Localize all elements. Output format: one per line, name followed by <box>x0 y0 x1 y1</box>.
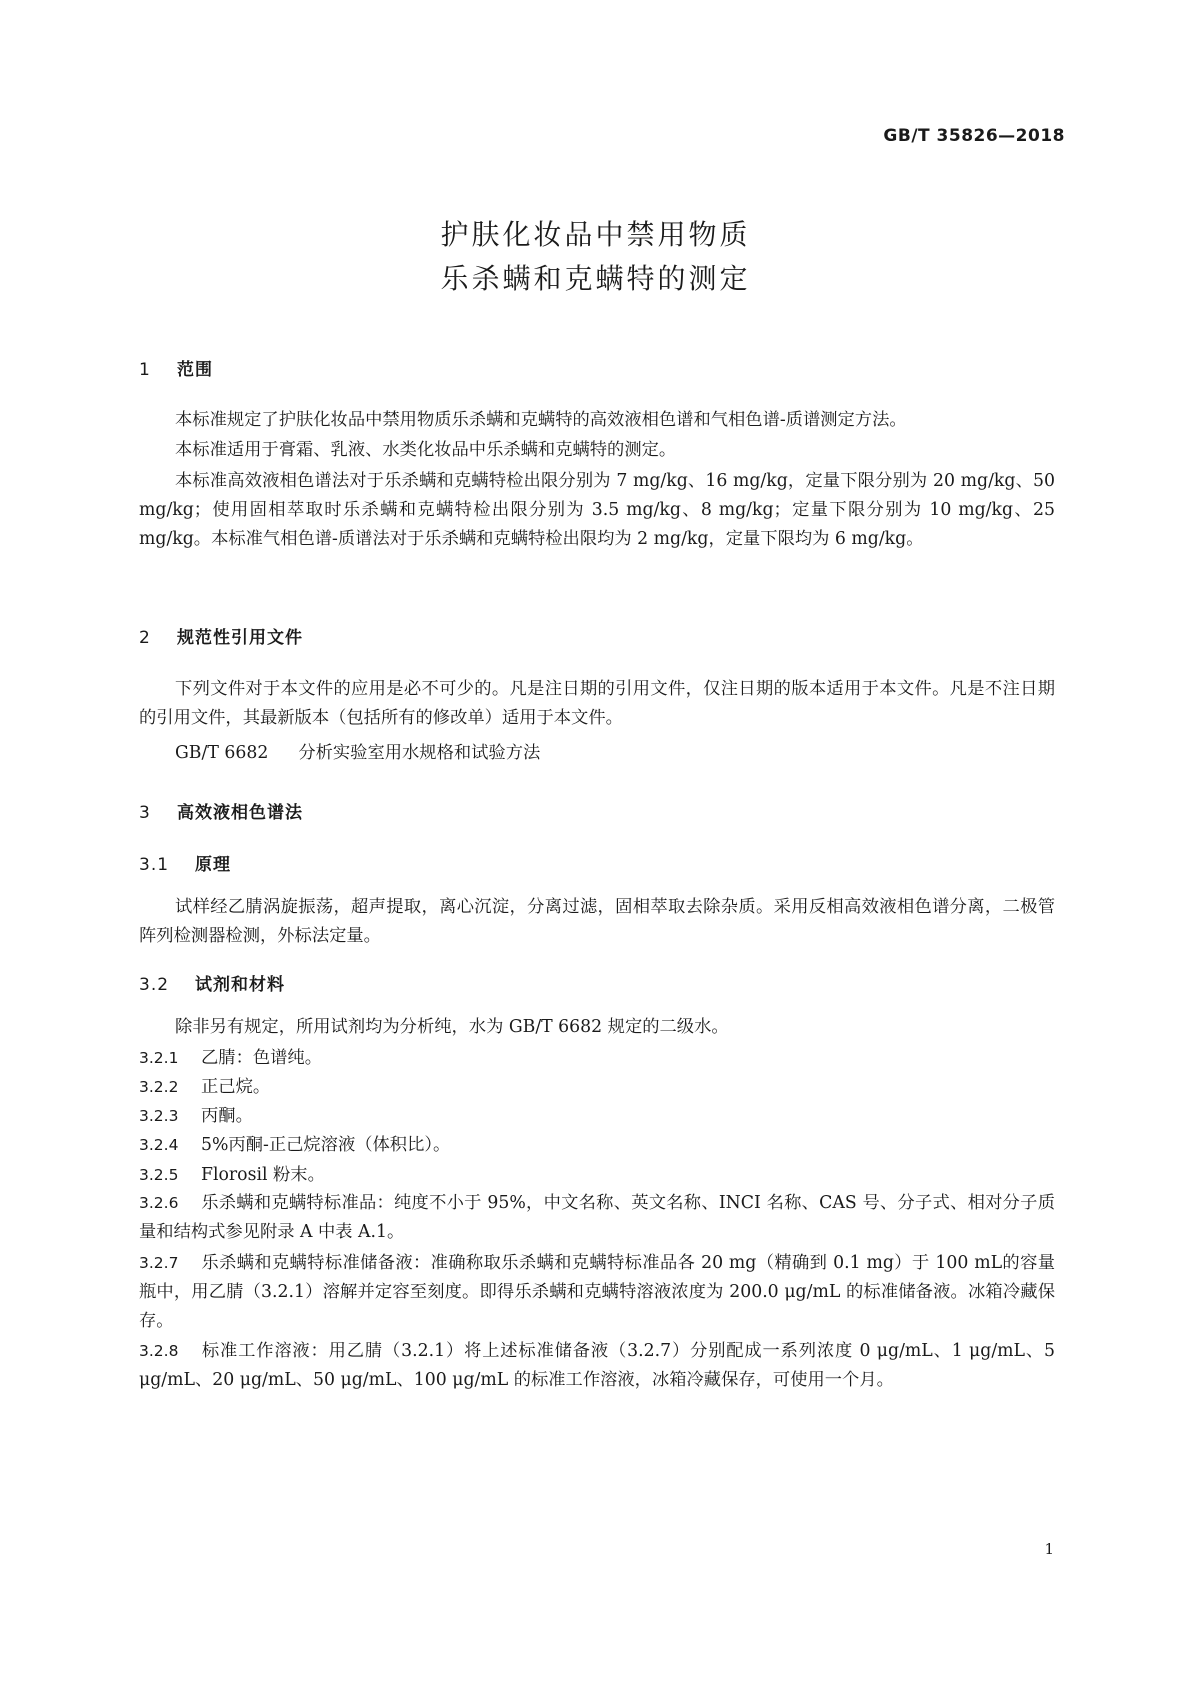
reference-code: GB/T 6682 <box>175 743 269 763</box>
section-title: 原理 <box>195 855 231 875</box>
section-number: 3.1 <box>139 855 170 875</box>
normative-reference <box>175 738 540 763</box>
item-text: 乐杀螨和克螨特标准储备液：准确称取乐杀螨和克螨特标准品各 20 mg（精确到 0.1 mg）于 100 mL的容量瓶中，用乙腈（3.2.1）溶解并定容至刻度。即得乐杀螨和克螨特溶液浓度为 200.0 μg/mL 的标准储备液。冰箱冷藏保存。 <box>139 1253 1055 1331</box>
section-3-heading <box>139 798 303 823</box>
list-item-3-2-3 <box>139 1101 253 1126</box>
section-1-heading <box>139 355 213 380</box>
list-item-3-2-7 <box>139 1249 1055 1336</box>
section-1-paragraph-3: 本标准高效液相色谱法对于乐杀螨和克螨特检出限分别为 7 mg/kg、16 mg/kg，定量下限分别为 20 mg/kg、50 mg/kg；使用固相萃取时乐杀螨和克螨特检出限分别为 3.5 mg/kg、8 mg/kg；定量下限分别为 10 mg/kg、25 mg/kg。本标准气相色谱-质谱法对于乐杀螨和克螨特检出限均为 2 mg/kg，定量下限均为 6 mg/kg。 <box>139 471 1055 549</box>
item-text: 5%丙酮-正己烷溶液（体积比）。 <box>201 1135 451 1155</box>
document-title-line1: 护肤化妆品中禁用物质 <box>440 218 751 251</box>
item-text: 标准工作溶液：用乙腈（3.2.1）将上述标准储备液（3.2.7）分别配成一系列浓度 0 μg/mL、1 μg/mL、5 μg/mL、20 μg/mL、50 μg/mL、100 μg/mL 的标准工作溶液，冰箱冷藏保存，可使用一个月。 <box>139 1341 1055 1390</box>
document-title-line2: 乐杀螨和克螨特的测定 <box>440 262 751 295</box>
section-2-heading <box>139 623 303 648</box>
section-3-1-paragraph: 试样经乙腈涡旋振荡，超声提取，离心沉淀，分离过滤，固相萃取去除杂质。采用反相高效液相色谱分离，二极管阵列检测器检测，外标法定量。 <box>139 897 1055 946</box>
section-title: 规范性引用文件 <box>177 628 303 648</box>
section-title: 范围 <box>177 360 213 380</box>
list-item-3-2-8 <box>139 1337 1055 1395</box>
item-number: 3.2.5 <box>139 1166 179 1184</box>
section-3-2-heading <box>139 970 285 995</box>
item-number: 3.2.3 <box>139 1107 179 1125</box>
section-title: 高效液相色谱法 <box>177 803 303 823</box>
section-title: 试剂和材料 <box>195 975 285 995</box>
section-1-paragraph-2: 本标准适用于膏霜、乳液、水类化妆品中乐杀螨和克螨特的测定。 <box>175 440 677 460</box>
standard-code: GB/T 35826—2018 <box>883 126 1065 146</box>
reference-title: 分析实验室用水规格和试验方法 <box>298 743 541 763</box>
section-number: 1 <box>139 360 151 380</box>
item-number: 3.2.6 <box>139 1194 179 1212</box>
section-2-paragraph-1: 下列文件对于本文件的应用是必不可少的。凡是注日期的引用文件，仅注日期的版本适用于本文件。凡是不注日期的引用文件，其最新版本（包括所有的修改单）适用于本文件。 <box>139 679 1055 728</box>
list-item-3-2-2 <box>139 1072 270 1097</box>
section-number: 3.2 <box>139 975 170 995</box>
section-number: 3 <box>139 803 151 823</box>
section-3-1-heading <box>139 850 231 875</box>
item-text: 乐杀螨和克螨特标准品：纯度不小于 95%，中文名称、英文名称、INCI 名称、CAS 号、分子式、相对分子质量和结构式参见附录 A 中表 A.1。 <box>139 1193 1055 1242</box>
item-number: 3.2.1 <box>139 1049 179 1067</box>
section-number: 2 <box>139 628 151 648</box>
item-number: 3.2.7 <box>139 1254 179 1272</box>
item-text: 正己烷。 <box>201 1077 271 1097</box>
section-3-2-intro: 除非另有规定，所用试剂均为分析纯，水为 GB/T 6682 规定的二级水。 <box>175 1017 729 1037</box>
section-1-paragraph-1: 本标准规定了护肤化妆品中禁用物质乐杀螨和克螨特的高效液相色谱和气相色谱-质谱测定方法。 <box>175 410 907 430</box>
list-item-3-2-4 <box>139 1130 450 1155</box>
list-item-3-2-6 <box>139 1189 1055 1247</box>
item-text: 乙腈：色谱纯。 <box>201 1048 322 1068</box>
item-text: 丙酮。 <box>201 1106 253 1126</box>
list-item-3-2-5 <box>139 1160 325 1185</box>
item-number: 3.2.2 <box>139 1078 179 1096</box>
page-number: 1 <box>1044 1540 1054 1558</box>
item-text: Florosil 粉末。 <box>201 1165 325 1185</box>
list-item-3-2-1 <box>139 1043 322 1068</box>
item-number: 3.2.4 <box>139 1136 179 1154</box>
item-number: 3.2.8 <box>139 1342 179 1360</box>
